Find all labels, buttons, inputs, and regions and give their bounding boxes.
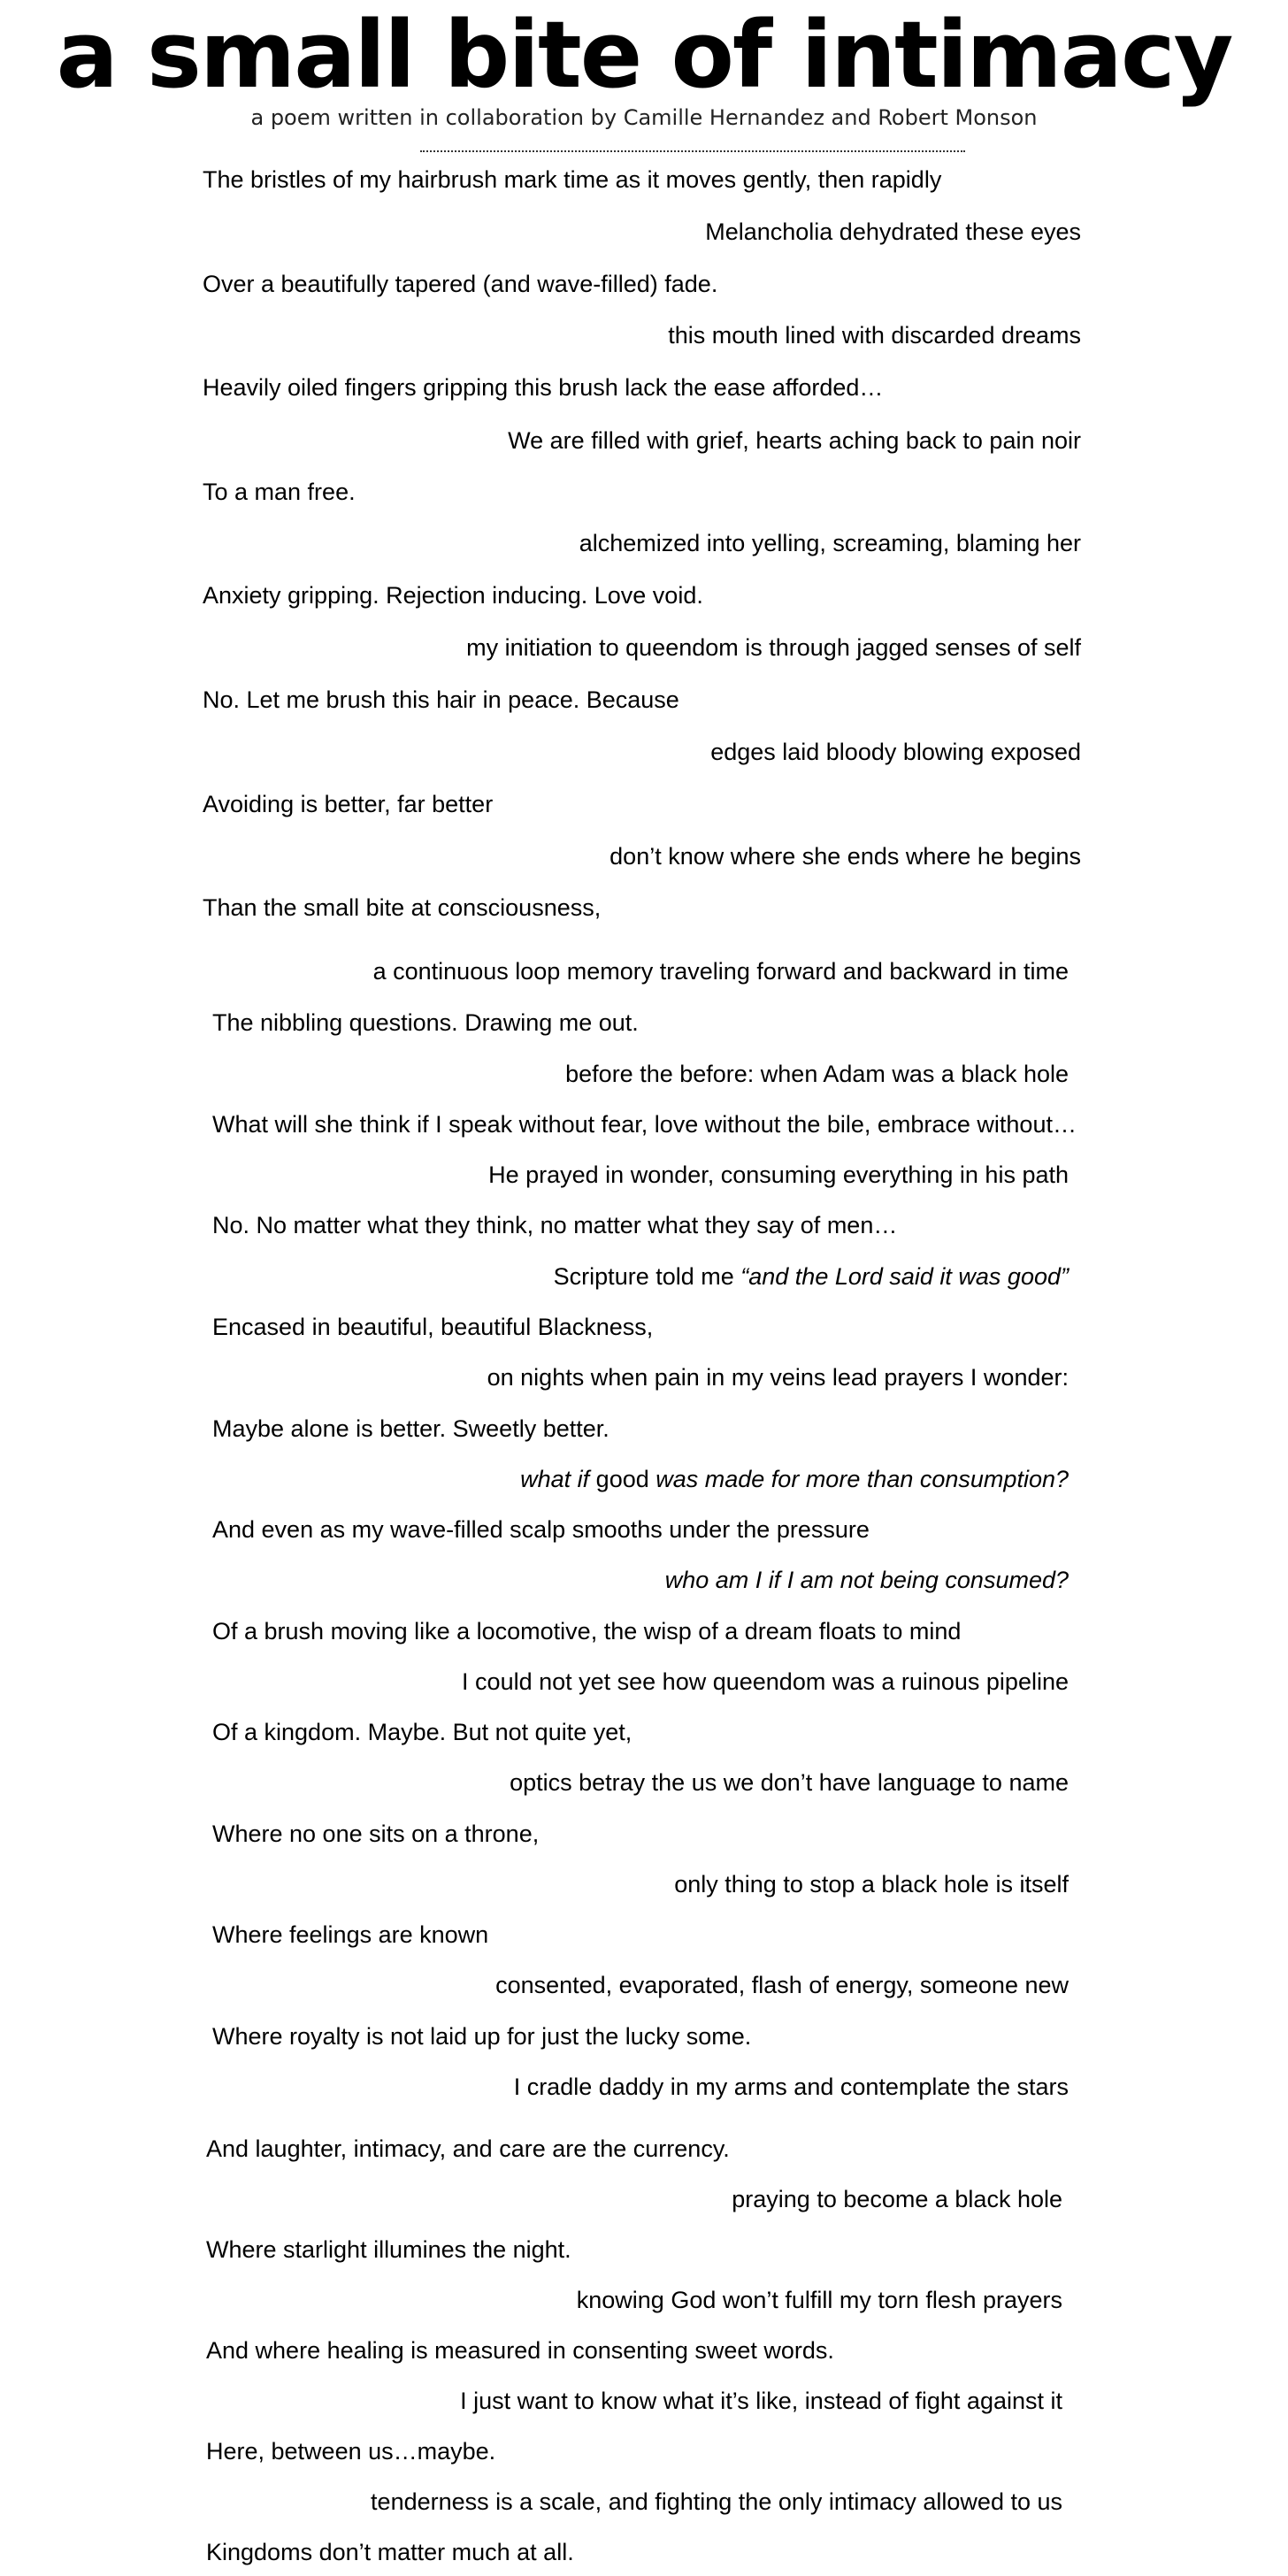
poem-line: praying to become a black hole <box>732 2186 1062 2212</box>
poem-line: tenderness is a scale, and fighting the only intimacy allowed to us <box>371 2488 1062 2515</box>
poem-line: Where no one sits on a throne, <box>212 1821 540 1847</box>
poem-line: before the before: when Adam was a black hole <box>565 1061 1069 1087</box>
poem-line: alchemized into yelling, screaming, blaming her <box>579 530 1081 556</box>
poem-line-italic: who am I if I am not being consumed? <box>664 1567 1069 1593</box>
poem-line: this mouth lined with discarded dreams <box>668 322 1081 349</box>
poem-line: Over a beautifully tapered (and wave-filled) fade. <box>203 271 718 297</box>
poem-line: Where feelings are known <box>212 1921 489 1948</box>
poem-line: only thing to stop a black hole is itself <box>674 1871 1069 1898</box>
poem-line-italic: was made for more than consumption? <box>656 1466 1069 1492</box>
poem-line: knowing God won’t fulfill my torn flesh prayers <box>576 2287 1062 2313</box>
poem-subtitle: a poem written in collaboration by Camille Hernandez and Robert Monson <box>250 105 1038 130</box>
poem-line: No. No matter what they think, no matter what they say of men… <box>212 1212 898 1238</box>
poem-line: And where healing is measured in consenting sweet words. <box>206 2337 834 2364</box>
poem-line: Where royalty is not laid up for just the lucky some. <box>212 2023 752 2050</box>
poem-line: No. Let me brush this hair in peace. Because <box>203 686 679 713</box>
poem-line: Here, between us…maybe. <box>206 2438 496 2465</box>
poem-line: The bristles of my hairbrush mark time as it moves gently, then rapidly <box>203 166 942 193</box>
poem-line: consented, evaporated, flash of energy, someone new <box>495 1972 1069 1998</box>
poem-line: And even as my wave-filled scalp smooths under the pressure <box>212 1516 870 1543</box>
poem-line: Kingdoms don’t matter much at all. <box>206 2539 574 2565</box>
poem-line: edges laid bloody blowing exposed <box>710 739 1081 765</box>
poem-line: The nibbling questions. Drawing me out. <box>212 1009 639 1036</box>
poem-line: Heavily oiled fingers gripping this brush lack the ease afforded… <box>203 374 884 401</box>
poem-line: He prayed in wonder, consuming everything in his path <box>488 1162 1069 1188</box>
poem-line: Encased in beautiful, beautiful Blackness, <box>212 1314 654 1340</box>
poem-line: I cradle daddy in my arms and contemplate the stars <box>513 2074 1069 2100</box>
dotted-divider <box>420 150 965 152</box>
poem-line: What will she think if I speak without fear, love without the bile, embrace without… <box>212 1111 1077 1138</box>
poem-line-italic: “and the Lord said it was good” <box>740 1263 1069 1290</box>
poem-line: Where starlight illumines the night. <box>206 2236 571 2263</box>
poem-title: a small bite of intimacy <box>56 1 1232 109</box>
poem-line: Of a kingdom. Maybe. But not quite yet, <box>212 1719 632 1745</box>
poem-line: optics betray the us we don’t have language to name <box>510 1769 1069 1796</box>
poem-line <box>554 1261 1069 1292</box>
poem-line: I just want to know what it’s like, instead of fight against it <box>460 2388 1062 2414</box>
poem-line <box>665 1564 1069 1596</box>
poem-line: I could not yet see how queendom was a ruinous pipeline <box>462 1668 1069 1695</box>
poem-line: Of a brush moving like a locomotive, the wisp of a dream floats to mind <box>212 1618 962 1644</box>
poem-line: To a man free. <box>203 479 356 505</box>
poem-line: Melancholia dehydrated these eyes <box>705 218 1081 245</box>
poem-line: don’t know where she ends where he begins <box>610 843 1081 870</box>
poem-line: And laughter, intimacy, and care are the currency. <box>206 2135 730 2162</box>
poem-line-italic: what if <box>520 1466 590 1492</box>
poem-line <box>520 1463 1069 1495</box>
poem-line: a continuous loop memory traveling forward and backward in time <box>372 958 1069 985</box>
poem-line-text: Scripture told me <box>553 1263 741 1290</box>
poem-line: Avoiding is better, far better <box>203 791 494 817</box>
poem-line: Anxiety gripping. Rejection inducing. Love void. <box>203 582 703 609</box>
poem-line: Maybe alone is better. Sweetly better. <box>212 1415 610 1442</box>
poem-line: on nights when pain in my veins lead prayers I wonder: <box>487 1364 1069 1391</box>
poem-line: We are filled with grief, hearts aching back to pain noir <box>508 427 1081 454</box>
poem-line: my initiation to queendom is through jagged senses of self <box>466 634 1081 661</box>
poem-line-text: good <box>589 1466 656 1492</box>
poem-line: Than the small bite at consciousness, <box>203 894 602 921</box>
